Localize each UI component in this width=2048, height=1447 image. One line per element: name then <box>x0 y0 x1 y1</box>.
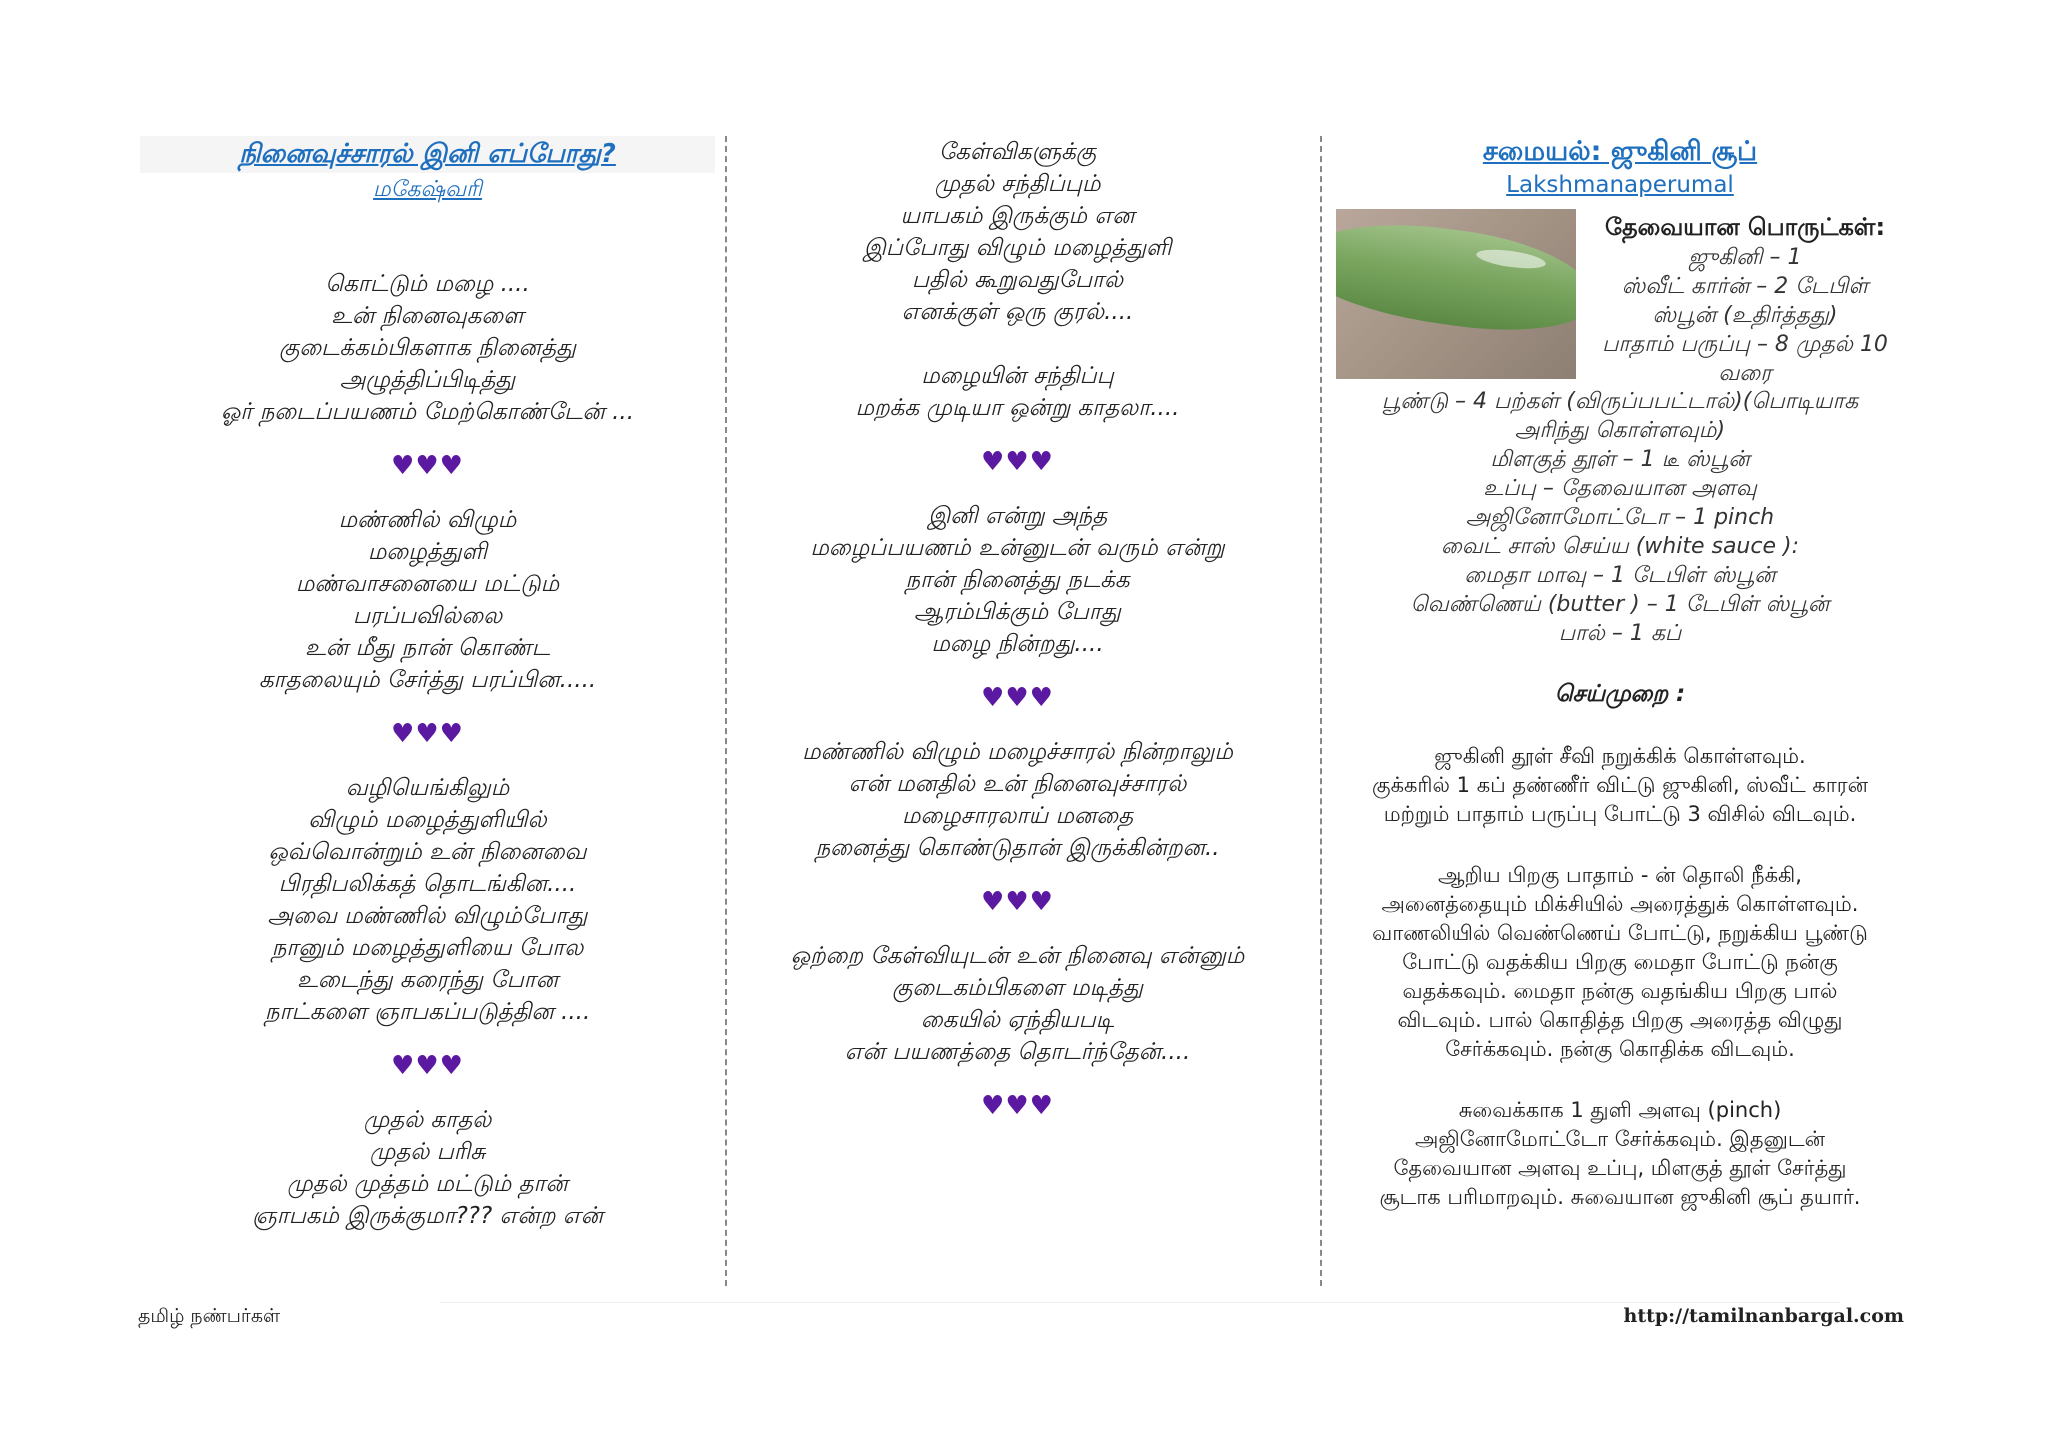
text-line: பாதாம் பருப்பு – 8 முதல் 10 <box>1602 332 1888 357</box>
hearts-divider: ♥♥♥ <box>391 451 464 481</box>
zucchini-photo <box>1336 209 1576 379</box>
text-line: மிளகுத் தூள் – 1 டீ ஸ்பூன் <box>1490 447 1750 472</box>
poem-title-link[interactable]: நினைவுச்சாரல் இனி எப்போது? <box>239 139 616 169</box>
text-line: உப்பு – தேவையான அளவு <box>1483 476 1757 501</box>
text-line: மற்றும் பாதாம் பருப்பு போட்டு 3 விசில் விடவும். <box>1383 802 1857 826</box>
hearts-divider: ♥♥♥ <box>981 1091 1054 1121</box>
stanza <box>730 360 1305 424</box>
hearts-divider: ♥♥♥ <box>981 887 1054 917</box>
stanza <box>730 500 1305 660</box>
text-line: முதல் பரிசு <box>369 1139 486 1165</box>
text-line: அஜினோமோட்டோ சேர்க்கவும். இதனுடன் <box>1415 1127 1825 1151</box>
title-bar <box>140 136 715 173</box>
text-line: வாணலியில் வெண்ணெய் போட்டு, நறுக்கிய பூண்டு <box>1372 921 1868 945</box>
hearts-divider: ♥♥♥ <box>981 683 1054 713</box>
text-line: வதக்கவும். மைதா நன்கு வதங்கிய பிறகு பால் <box>1402 979 1838 1003</box>
text-line: காதலையும் சேர்த்து பரப்பின..... <box>258 667 597 693</box>
text-line: பதில் கூறுவதுபோல் <box>911 267 1124 293</box>
text-line: விழும் மழைத்துளியில் <box>308 807 547 833</box>
text-line: மழைப்பயணம் உன்னுடன் வரும் என்று <box>810 535 1225 561</box>
stanza <box>140 268 715 428</box>
column-separator <box>1320 136 1322 1286</box>
text-line: இனி என்று அந்த <box>927 503 1108 529</box>
footer-url[interactable]: http://tamilnanbargal.com <box>1623 1305 1904 1327</box>
text-line: குடைகம்பிகளை மடித்து <box>892 975 1143 1001</box>
text-line: நான் நினைத்து நடக்க <box>905 567 1130 593</box>
ingredients-list <box>1330 387 1910 648</box>
text-line: உடைந்து கரைந்து போன <box>296 967 559 993</box>
text-line: மண்ணில் விழும் <box>338 507 517 533</box>
text-line: ஜுகினி தூள் சீவி நறுக்கிக் கொள்ளவும். <box>1434 744 1806 768</box>
text-line: குடைக்கம்பிகளாக நினைத்து <box>279 335 576 361</box>
text-line: கொட்டும் மழை .... <box>325 271 530 297</box>
poem-column-2 <box>730 136 1305 1286</box>
recipe-column <box>1330 136 1910 1286</box>
text-line: மழைத்துளி <box>367 539 488 565</box>
text-line: முதல் முத்தம் மட்டும் தான் <box>287 1171 568 1197</box>
text-line: மண்ணில் விழும் மழைச்சாரல் நின்றாலும் <box>802 739 1233 765</box>
text-line: குக்கரில் 1 கப் தண்ணீர் விட்டு ஜுகினி, ஸ்வீட் காரன் <box>1372 773 1868 797</box>
stanza <box>140 1104 715 1232</box>
text-line: தேவையான அளவு உப்பு, மிளகுத் தூள் சேர்த்து <box>1393 1156 1847 1180</box>
text-line: அரிந்து கொள்ளவும்) <box>1514 418 1726 443</box>
text-line: என் மனதில் உன் நினைவுச்சாரல் <box>848 771 1187 797</box>
text-line: கேள்விகளுக்கு <box>938 139 1097 165</box>
text-line: யாபகம் இருக்கும் என <box>900 203 1135 229</box>
text-line: ஜுகினி – 1 <box>1688 245 1802 270</box>
text-line: அழுத்திப்பிடித்து <box>339 367 516 393</box>
text-line: மறக்க முடியா ஒன்று காதலா.... <box>855 395 1180 421</box>
recipe-author-link[interactable]: Lakshmanaperumal <box>1506 172 1734 198</box>
text-line: மழைசாரலாய் மனதை <box>901 803 1134 829</box>
text-line: வழியெங்கிலும் <box>345 775 510 801</box>
text-line: ஆரம்பிக்கும் போது <box>914 599 1121 625</box>
text-line: மண்வாசனையை மட்டும் <box>295 571 560 597</box>
method-paragraph <box>1330 742 1910 829</box>
hearts-divider: ♥♥♥ <box>391 719 464 749</box>
stanza <box>140 772 715 1028</box>
text-line: மழையின் சந்திப்பு <box>921 363 1114 389</box>
ingredients-list-top <box>1580 243 1910 388</box>
hearts-divider: ♥♥♥ <box>981 447 1054 477</box>
text-line: உன் மீது நான் கொண்ட <box>305 635 550 661</box>
text-line: இப்போது விழும் மழைத்துளி <box>863 235 1172 261</box>
text-line: ஆறிய பிறகு பாதாம் - ன் தொலி நீக்கி, <box>1438 863 1802 887</box>
text-line: முதல் சந்திப்பும் <box>934 171 1101 197</box>
footer-divider <box>440 1302 1840 1303</box>
stanza <box>730 736 1305 864</box>
text-line: அஜினோமோட்டோ – 1 pinch <box>1465 505 1775 530</box>
text-line: சேர்க்கவும். நன்கு கொதிக்க விடவும். <box>1445 1037 1795 1061</box>
text-line: என் பயணத்தை தொடர்ந்தேன்.... <box>844 1039 1191 1065</box>
recipe-header <box>1330 201 1910 386</box>
text-line: ஞாபகம் இருக்குமா??? என்ற என் <box>252 1203 603 1229</box>
text-line: நானும் மழைத்துளியை போல <box>271 935 584 961</box>
recipe-title-link[interactable]: சமையல்: ஜுகினி சூப் <box>1482 136 1758 167</box>
text-line: அவை மண்ணில் விழும்போது <box>267 903 588 929</box>
method-paragraph <box>1330 1096 1910 1212</box>
text-line: எனக்குள் ஒரு குரல்.... <box>901 299 1134 325</box>
text-line: நாட்களை ஞாபகப்படுத்தின .... <box>264 999 591 1025</box>
stanza <box>730 136 1305 328</box>
text-line: வைட் சாஸ் செய்ய (white sauce ): <box>1441 534 1799 559</box>
text-line: முதல் காதல் <box>363 1107 492 1133</box>
text-line: வரை <box>1718 361 1772 386</box>
text-line: ஒவ்வொன்றும் உன் நினைவை <box>268 839 587 865</box>
text-line: நனைத்து கொண்டுதான் இருக்கின்றன.. <box>815 835 1220 861</box>
text-line: கையில் ஏந்தியபடி <box>920 1007 1115 1033</box>
ingredients-heading: தேவையான பொருட்கள்: <box>1604 213 1886 241</box>
footer-site-name: தமிழ் நண்பர்கள் <box>138 1305 281 1327</box>
method-heading: செய்முறை : <box>1554 681 1686 707</box>
text-line: ஒற்றை கேள்வியுடன் உன் நினைவு என்னும் <box>790 943 1245 969</box>
text-line: சுவைக்காக 1 துளி அளவு (pinch) <box>1458 1098 1782 1122</box>
stanza <box>730 940 1305 1068</box>
text-line: பூண்டு – 4 பற்கள் (விருப்பபட்டால்)(பொடியாக <box>1381 389 1859 414</box>
text-line: உன் நினைவுகளை <box>331 303 524 329</box>
text-line: பரப்பவில்லை <box>352 603 503 629</box>
text-line: பிரதிபலிக்கத் தொடங்கின.... <box>278 871 577 897</box>
text-line: ஸ்வீட் கார்ன் – 2 டேபிள் <box>1621 274 1869 299</box>
text-line: போட்டு வதக்கிய பிறகு மைதா போட்டு நன்கு <box>1402 950 1838 974</box>
stanza <box>140 504 715 696</box>
text-line: வெண்ணெய் (butter ) – 1 டேபிள் ஸ்பூன் <box>1410 592 1830 617</box>
poem-author-link[interactable]: மகேஷ்வரி <box>373 177 482 202</box>
text-line: மழை நின்றது.... <box>931 631 1104 657</box>
text-line: மைதா மாவு – 1 டேபிள் ஸ்பூன் <box>1464 563 1776 588</box>
text-line: பால் – 1 கப் <box>1558 621 1682 646</box>
text-line: அனைத்தையும் மிக்சியில் அரைத்துக் கொள்ளவும். <box>1381 892 1859 916</box>
text-line: விடவும். பால் கொதித்த பிறகு அரைத்த விழுது <box>1397 1008 1843 1032</box>
text-line: ஓர் நடைப்பயணம் மேற்கொண்டேன் ... <box>220 399 635 425</box>
column-separator <box>725 136 727 1286</box>
poem-column-1 <box>140 136 715 1286</box>
text-line: சூடாக பரிமாறவும். சுவையான ஜுகினி சூப் தயார். <box>1379 1185 1861 1209</box>
hearts-divider: ♥♥♥ <box>391 1051 464 1081</box>
text-line: ஸ்பூன் (உதிர்த்தது) <box>1652 303 1838 328</box>
method-paragraph <box>1330 861 1910 1064</box>
